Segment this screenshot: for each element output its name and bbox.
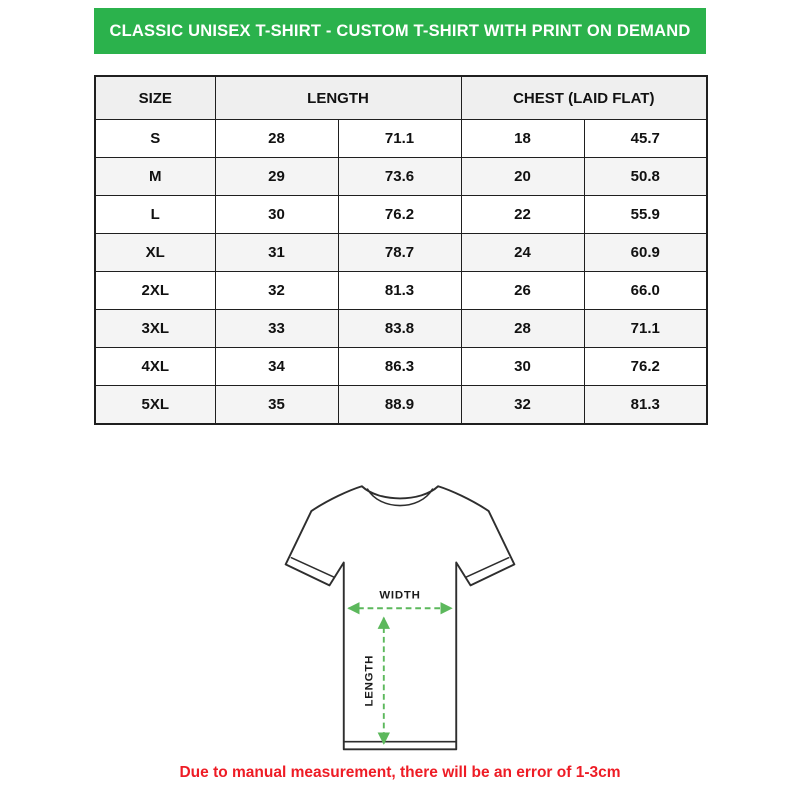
- chest-cm-cell: 71.1: [584, 310, 707, 348]
- header-chest: CHEST (LAID FLAT): [461, 76, 707, 120]
- chest-cm-cell: 60.9: [584, 234, 707, 272]
- header-size: SIZE: [95, 76, 215, 120]
- size-cell: XL: [95, 234, 215, 272]
- size-cell: S: [95, 120, 215, 158]
- header-length: LENGTH: [215, 76, 461, 120]
- size-cell: 4XL: [95, 348, 215, 386]
- length-in-cell: 29: [215, 158, 338, 196]
- table-row: [95, 310, 707, 348]
- banner: [94, 8, 706, 54]
- tshirt-svg: [255, 471, 545, 776]
- length-in-cell: 35: [215, 386, 338, 425]
- length-in-cell: 32: [215, 272, 338, 310]
- table-row: [95, 272, 707, 310]
- length-in-cell: 34: [215, 348, 338, 386]
- chest-in-cell: 22: [461, 196, 584, 234]
- table-row: [95, 386, 707, 425]
- chest-cm-cell: 81.3: [584, 386, 707, 425]
- table-row: [95, 196, 707, 234]
- length-cm-cell: 88.9: [338, 386, 461, 425]
- table-row: [95, 348, 707, 386]
- chest-in-cell: 28: [461, 310, 584, 348]
- size-cell: 2XL: [95, 272, 215, 310]
- length-cm-cell: 76.2: [338, 196, 461, 234]
- length-label: LENGTH: [363, 654, 376, 707]
- chest-in-cell: 20: [461, 158, 584, 196]
- chest-in-cell: 32: [461, 386, 584, 425]
- page-title: CLASSIC UNISEX T-SHIRT - CUSTOM T-SHIRT WITH PRINT ON DEMAND: [109, 21, 691, 40]
- measurement-note: Due to manual measurement, there will be an error of 1-3cm: [179, 764, 621, 781]
- size-table-body: [95, 120, 707, 425]
- chest-in-cell: 30: [461, 348, 584, 386]
- length-cm-cell: 81.3: [338, 272, 461, 310]
- chest-cm-cell: 55.9: [584, 196, 707, 234]
- tshirt-outline: [286, 486, 515, 749]
- table-row: [95, 120, 707, 158]
- length-cm-cell: 83.8: [338, 310, 461, 348]
- length-cm-cell: 78.7: [338, 234, 461, 272]
- size-cell: 3XL: [95, 310, 215, 348]
- table-header-row: [95, 76, 707, 120]
- chest-cm-cell: 50.8: [584, 158, 707, 196]
- table-row: [95, 158, 707, 196]
- length-in-cell: 30: [215, 196, 338, 234]
- tshirt-diagram: [94, 471, 706, 781]
- length-in-cell: 31: [215, 234, 338, 272]
- chest-in-cell: 24: [461, 234, 584, 272]
- size-cell: 5XL: [95, 386, 215, 425]
- length-cm-cell: 86.3: [338, 348, 461, 386]
- table-row: [95, 234, 707, 272]
- chest-cm-cell: 66.0: [584, 272, 707, 310]
- size-cell: L: [95, 196, 215, 234]
- chest-cm-cell: 45.7: [584, 120, 707, 158]
- length-cm-cell: 71.1: [338, 120, 461, 158]
- length-in-cell: 33: [215, 310, 338, 348]
- chest-cm-cell: 76.2: [584, 348, 707, 386]
- chest-in-cell: 18: [461, 120, 584, 158]
- length-cm-cell: 73.6: [338, 158, 461, 196]
- width-label: WIDTH: [379, 589, 421, 602]
- size-cell: M: [95, 158, 215, 196]
- chest-in-cell: 26: [461, 272, 584, 310]
- length-in-cell: 28: [215, 120, 338, 158]
- size-table: [94, 75, 708, 425]
